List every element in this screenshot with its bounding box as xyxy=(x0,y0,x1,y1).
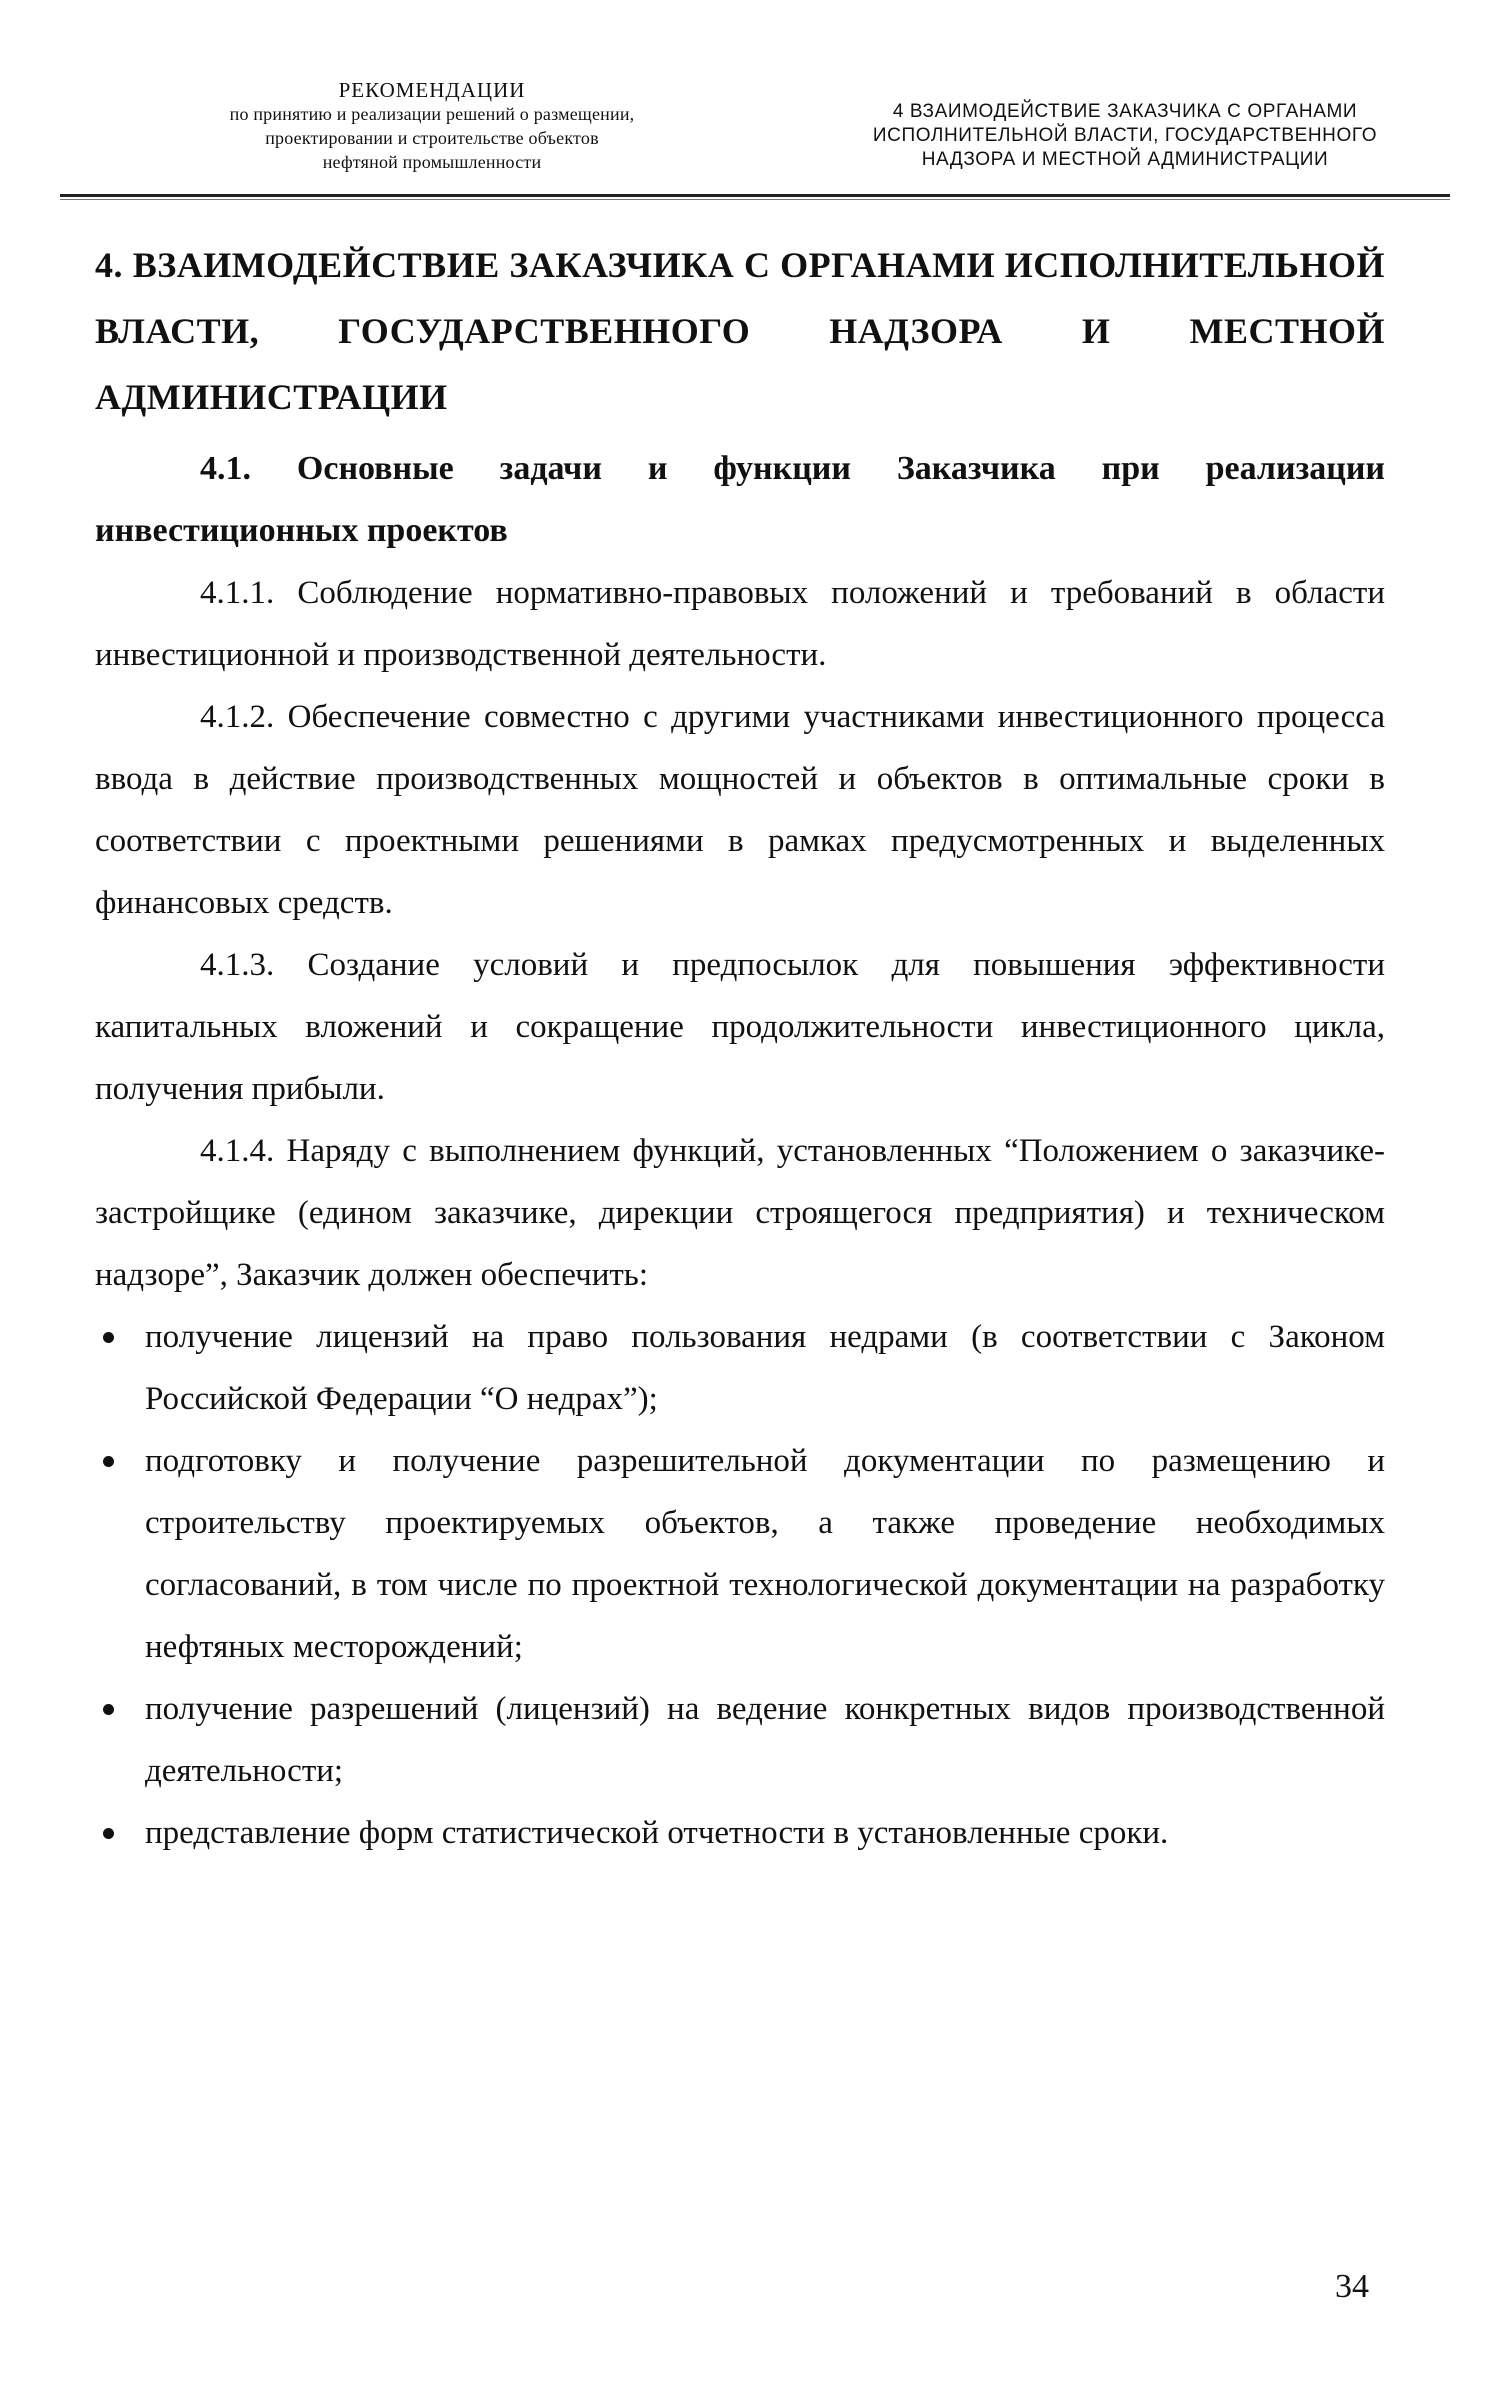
paragraph-4-1-1: 4.1.1. Соблюдение нормативно-правовых положений и требований в области инвестиционной и производственной деятельности. xyxy=(95,575,1385,673)
header-left-title: РЕКОМЕНДАЦИИ xyxy=(338,78,526,102)
list-item-text: подготовку и получение разрешительной документации по размещению и строительству проектируемых объектов, а также проведение необходимых согласований, в том числе по проектной технологической документации на разработку нефтяных месторождений; xyxy=(145,1443,1385,1665)
header-divider-thin xyxy=(60,199,1450,200)
paragraph-4-1-2: 4.1.2. Обеспечение совместно с другими участниками инвестиционного процесса ввода в действие производственных мощностей и объектов в оптимальные сроки в соответствии с проектными решениями в рамках предусмотренных и выделенных финансовых средств. xyxy=(95,699,1385,921)
subsection-heading xyxy=(95,438,1385,562)
list-item-text: получение лицензий на право пользования недрами (в соответствии с Законом Российской Федерации “О недрах”); xyxy=(145,1319,1385,1417)
header-left-line2: проектировании и строительстве объектов xyxy=(265,128,599,148)
page-number: 34 xyxy=(1335,2268,1369,2305)
header-left-line3: нефтяной промышленности xyxy=(322,152,542,172)
header-document-title xyxy=(122,78,742,174)
subsection-title: Основные задачи и функции Заказчика при реализации инвестиционных проектов xyxy=(95,450,1385,549)
section-heading xyxy=(95,232,1385,430)
header-divider xyxy=(60,194,1450,197)
bullet-icon xyxy=(103,1456,114,1467)
header-section-title xyxy=(800,100,1450,172)
obligations-list xyxy=(95,1306,1385,1864)
bullet-icon xyxy=(103,1704,114,1715)
header-left-line1: по принятию и реализации решений о размещении, xyxy=(229,104,635,124)
bullet-icon xyxy=(103,1332,114,1343)
section-title: ВЗАИМОДЕЙСТВИЕ ЗАКАЗЧИКА С ОРГАНАМИ ИСПОЛНИТЕЛЬНОЙ ВЛАСТИ, ГОСУДАРСТВЕННОГО НАДЗОРА И МЕСТНОЙ АДМИНИСТРАЦИИ xyxy=(95,245,1385,417)
list-item xyxy=(95,1306,1385,1430)
list-item xyxy=(95,1802,1385,1864)
paragraph-4-1-4: 4.1.4. Наряду с выполнением функций, установленных “Положением о заказчике-застройщике (едином заказчике, дирекции строящегося предприятия) и техническом надзоре”, Заказчик должен обеспечить: xyxy=(95,1133,1385,1293)
header-right-line2: ИСПОЛНИТЕЛЬНОЙ ВЛАСТИ, ГОСУДАРСТВЕННОГО xyxy=(872,125,1378,146)
list-item xyxy=(95,1678,1385,1802)
subsection-number: 4.1. xyxy=(200,450,251,487)
header-right-line1: 4 ВЗАИМОДЕЙСТВИЕ ЗАКАЗЧИКА С ОРГАНАМИ xyxy=(892,101,1358,122)
paragraph-4-1-3: 4.1.3. Создание условий и предпосылок для повышения эффективности капитальных вложений и сокращение продолжительности инвестиционного цикла, получения прибыли. xyxy=(95,947,1385,1107)
page-content xyxy=(95,232,1385,1864)
bullet-icon xyxy=(103,1828,114,1839)
list-item-text: получение разрешений (лицензий) на ведение конкретных видов производственной деятельности; xyxy=(145,1691,1385,1789)
list-item xyxy=(95,1430,1385,1678)
page-header xyxy=(60,78,1450,198)
list-item-text: представление форм статистической отчетности в установленные сроки. xyxy=(145,1815,1169,1851)
section-number: 4. xyxy=(95,245,123,285)
header-right-line3: НАДЗОРА И МЕСТНОЙ АДМИНИСТРАЦИИ xyxy=(921,149,1329,170)
